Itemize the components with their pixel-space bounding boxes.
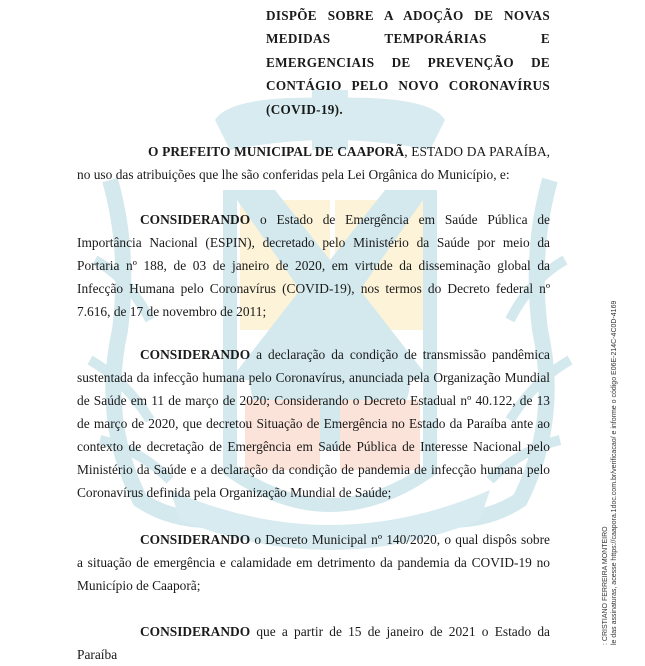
ementa-line: (COVID-19). [266, 101, 343, 117]
considerando-label: CONSIDERANDO [140, 347, 251, 362]
considerando-2 [77, 343, 550, 504]
verification-text: le das assinaturas, acesse https://caapora.1doc.com.br/verificacao/ e informe o código E06E-214C-4C0D-4169 [611, 300, 618, 645]
considerando-text: que a partir de 15 de janeiro de 2021 o Estado da Paraíba [77, 624, 550, 662]
considerando-label: CONSIDERANDO [140, 212, 251, 227]
ementa-line: MEDIDAS TEMPORÁRIAS E [266, 31, 550, 47]
considerando-label: CONSIDERANDO [140, 624, 251, 639]
preamble-bold: O PREFEITO MUNICIPAL DE CAAPORÃ [148, 144, 405, 159]
signature-verification-strip [601, 301, 619, 645]
considerando-text: o Estado de Emergência em Saúde Pública de Importância Nacional (ESPIN), decretado pelo Ministério da Saúde por meio da Portaria nº 188, de 03 de janeiro de 2020, em virtude da disseminação global da Infecção Humana pelo Coronavírus (COVID-19), nos termos do Decreto federal nº 7.616, de 17 de novembro de 2011; [77, 212, 550, 319]
considerando-4 [77, 620, 550, 666]
ementa-line: CONTÁGIO PELO NOVO CORONAVÍRUS [266, 78, 550, 94]
preamble [77, 140, 550, 186]
ementa-line: DISPÕE SOBRE A ADOÇÃO DE NOVAS [266, 8, 550, 23]
preamble-text: , ESTADO DA PARAÍBA, no uso das atribuições que lhe são conferidas pela Lei Orgânica do Município, e: [77, 144, 550, 182]
considerando-label: CONSIDERANDO [140, 532, 251, 547]
signer-name: : CRISTIANO FERREIRA MONTEIRO [602, 526, 609, 645]
ementa [266, 4, 550, 121]
ementa-line: EMERGENCIAIS DE PREVENÇÃO DE [266, 54, 550, 70]
considerando-1 [77, 208, 550, 323]
considerando-text: o Decreto Municipal nº 140/2020, o qual dispôs sobre a situação de emergência e calamidade em detrimento da pandemia da COVID-19 no Município de Caaporã; [77, 532, 550, 593]
considerando-text: a declaração da condição de transmissão pandêmica sustentada da infecção humana pelo Coronavírus, anunciada pela Organização Mundial de Saúde em 11 de março de 2020; Considerando o Decreto Estadual nº 40.122, de 13 de março de 2020, que decretou Situação de Emergência no Estado da Paraíba ante ao contexto de decretação de Emergência em Saúde Pública de Interesse Nacional pelo Ministério da Saúde e a declaração da condição de pandemia de infecção humana pelo Coronavírus definida pela Organização Mundial de Saúde; [77, 347, 550, 500]
considerando-3 [77, 528, 550, 597]
